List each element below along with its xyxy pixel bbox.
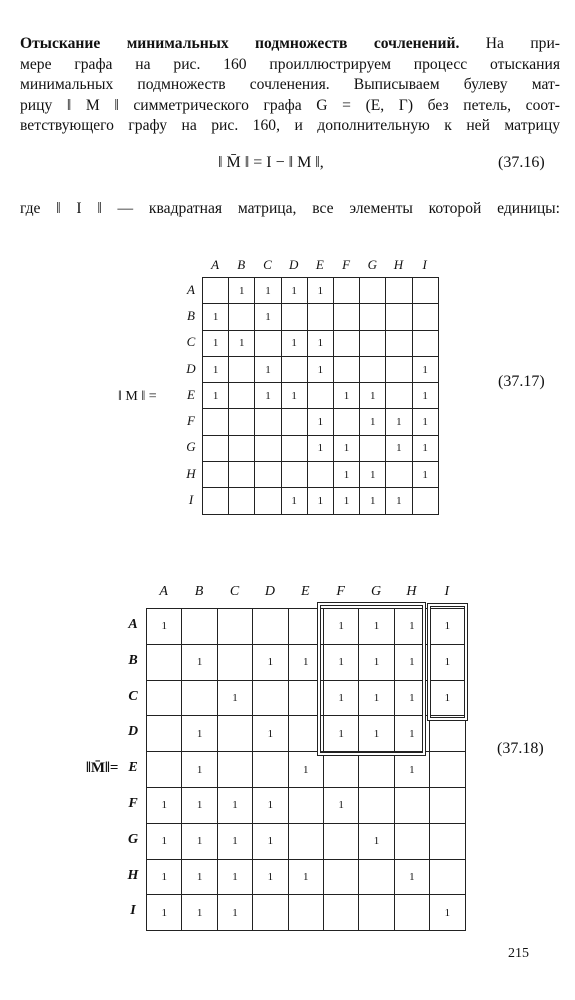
matrix-cell bbox=[288, 609, 323, 645]
matrix-cell: 1 bbox=[255, 278, 281, 304]
matrix-cell: 1 bbox=[147, 859, 182, 895]
intro-paragraph bbox=[20, 34, 560, 137]
matrix-cell: 1 bbox=[430, 644, 465, 680]
matrix-cell: 1 bbox=[394, 859, 429, 895]
matrix-cell bbox=[360, 356, 386, 382]
matrix-cell: 1 bbox=[412, 356, 438, 382]
matrix2-grid bbox=[146, 608, 466, 931]
matrix-cell bbox=[360, 330, 386, 356]
matrix-cell bbox=[288, 787, 323, 823]
matrix-cell bbox=[203, 409, 229, 435]
matrix-cell: 1 bbox=[147, 895, 182, 931]
matrix-cell: 1 bbox=[217, 859, 252, 895]
matrix-cell bbox=[430, 787, 465, 823]
matrix-cell: 1 bbox=[182, 716, 217, 752]
equation-number-37-16: (37.16) bbox=[498, 154, 545, 171]
matrix-cell bbox=[182, 609, 217, 645]
matrix-cell: 1 bbox=[430, 609, 465, 645]
matrix-cell: 1 bbox=[307, 356, 333, 382]
matrix-cell: 1 bbox=[394, 752, 429, 788]
matrix-cell: 1 bbox=[253, 859, 288, 895]
matrix-cell: 1 bbox=[323, 787, 358, 823]
matrix1-col-header: E bbox=[315, 257, 324, 272]
matrix2-row-header: F bbox=[128, 795, 138, 811]
matrix1-col-header: G bbox=[367, 257, 377, 272]
matrix-cell: 1 bbox=[394, 680, 429, 716]
table-row bbox=[147, 752, 466, 788]
matrix-cell bbox=[359, 895, 394, 931]
paragraph-line-3: минимальных подмножеств сочленения. Выписываем булеву мат- bbox=[20, 76, 560, 93]
matrix-cell: 1 bbox=[288, 644, 323, 680]
matrix-cell: 1 bbox=[281, 488, 307, 514]
matrix1-col-header: D bbox=[288, 257, 299, 272]
matrix-cell: 1 bbox=[147, 787, 182, 823]
matrix-cell: 1 bbox=[386, 435, 412, 461]
matrix-cell bbox=[386, 278, 412, 304]
matrix2-col-header: G bbox=[371, 584, 382, 599]
matrix-cell: 1 bbox=[307, 330, 333, 356]
matrix-cell bbox=[307, 304, 333, 330]
matrix-M-complement-label: ‖M̄‖= bbox=[86, 760, 119, 776]
matrix1-col-header: F bbox=[342, 257, 351, 272]
table-row bbox=[203, 383, 439, 409]
matrix1-row-header: G bbox=[186, 439, 196, 455]
matrix-cell bbox=[386, 304, 412, 330]
matrix-cell: 1 bbox=[255, 383, 281, 409]
matrix-cell: 1 bbox=[203, 383, 229, 409]
matrix2-col-header: B bbox=[194, 584, 204, 599]
matrix-cell: 1 bbox=[412, 435, 438, 461]
matrix-cell: 1 bbox=[360, 383, 386, 409]
matrix-cell bbox=[360, 435, 386, 461]
matrix-cell bbox=[323, 823, 358, 859]
matrix-cell bbox=[281, 435, 307, 461]
matrix-cell: 1 bbox=[182, 895, 217, 931]
equation-number-37-17: (37.17) bbox=[498, 373, 545, 390]
matrix-cell: 1 bbox=[307, 435, 333, 461]
matrix-cell: 1 bbox=[359, 644, 394, 680]
matrix-cell bbox=[229, 304, 255, 330]
matrix-cell: 1 bbox=[229, 278, 255, 304]
matrix-cell bbox=[253, 609, 288, 645]
matrix-cell: 1 bbox=[307, 488, 333, 514]
matrix-cell bbox=[333, 409, 359, 435]
matrix-cell: 1 bbox=[394, 644, 429, 680]
matrix2-col-header: I bbox=[444, 584, 450, 599]
matrix-cell: 1 bbox=[217, 680, 252, 716]
matrix-cell bbox=[253, 752, 288, 788]
matrix-cell bbox=[360, 304, 386, 330]
matrix2-row-header: H bbox=[127, 867, 139, 883]
matrix-cell: 1 bbox=[147, 609, 182, 645]
after-formula-text: где ‖ I ‖ — квадратная матрица, все элементы которой единицы: bbox=[20, 200, 560, 217]
paragraph-line-4: рицу ‖ M ‖ симметрического графа G = (E, Γ) без петель, соот- bbox=[20, 96, 560, 114]
table-row bbox=[203, 330, 439, 356]
matrix-cell: 1 bbox=[253, 716, 288, 752]
matrix-cell: 1 bbox=[323, 644, 358, 680]
matrix-cell bbox=[359, 787, 394, 823]
paragraph-line-2: мере графа на рис. 160 проиллюстрируем процесс отыскания bbox=[20, 55, 560, 73]
matrix-cell: 1 bbox=[288, 859, 323, 895]
matrix-cell: 1 bbox=[386, 488, 412, 514]
matrix-cell: 1 bbox=[255, 304, 281, 330]
matrix-cell: 1 bbox=[281, 330, 307, 356]
matrix-cell: 1 bbox=[333, 462, 359, 488]
table-row bbox=[203, 304, 439, 330]
matrix-cell bbox=[412, 278, 438, 304]
matrix-cell: 1 bbox=[359, 680, 394, 716]
matrix-cell bbox=[288, 716, 323, 752]
matrix-cell bbox=[394, 787, 429, 823]
matrix-cell: 1 bbox=[386, 409, 412, 435]
matrix1-row-header: C bbox=[186, 334, 196, 350]
matrix-cell bbox=[147, 716, 182, 752]
matrix-cell bbox=[203, 435, 229, 461]
formula-expression: ‖ M̄ ‖ = I − ‖ M ‖, bbox=[218, 154, 324, 171]
matrix2-row-header: C bbox=[128, 688, 138, 704]
matrix2-row-header: A bbox=[128, 616, 138, 632]
matrix-cell bbox=[255, 409, 281, 435]
matrix1-col-header: B bbox=[237, 257, 246, 272]
table-row bbox=[203, 356, 439, 382]
matrix-cell bbox=[323, 859, 358, 895]
matrix-cell: 1 bbox=[281, 278, 307, 304]
matrix-cell bbox=[253, 895, 288, 931]
matrix2-col-header: F bbox=[336, 584, 345, 599]
matrix1-row-header: I bbox=[188, 492, 194, 508]
matrix-cell bbox=[333, 278, 359, 304]
matrix-cell bbox=[203, 462, 229, 488]
table-row bbox=[147, 680, 466, 716]
matrix-cell bbox=[360, 278, 386, 304]
matrix-cell: 1 bbox=[203, 356, 229, 382]
matrix-cell: 1 bbox=[430, 680, 465, 716]
matrix-cell bbox=[333, 356, 359, 382]
matrix1-col-header: H bbox=[393, 257, 404, 272]
matrix1-row-header: B bbox=[187, 307, 195, 323]
matrix-cell: 1 bbox=[217, 823, 252, 859]
matrix1-grid bbox=[202, 277, 439, 515]
matrix-cell: 1 bbox=[323, 609, 358, 645]
matrix-cell: 1 bbox=[412, 383, 438, 409]
matrix1-col-header: I bbox=[422, 257, 427, 272]
matrix-cell bbox=[182, 680, 217, 716]
matrix-cell: 1 bbox=[217, 787, 252, 823]
matrix-cell bbox=[217, 716, 252, 752]
matrix-cell: 1 bbox=[182, 859, 217, 895]
table-row bbox=[203, 278, 439, 304]
matrix2-col-header: D bbox=[264, 584, 275, 599]
matrix-cell: 1 bbox=[253, 823, 288, 859]
matrix-cell: 1 bbox=[182, 823, 217, 859]
matrix-M-label: ‖ M ‖ = bbox=[118, 389, 157, 404]
table-row bbox=[147, 716, 466, 752]
paragraph-line-5: ветствующего графу на рис. 160, и дополнительную к ней матрицу bbox=[20, 117, 560, 134]
matrix-cell bbox=[217, 644, 252, 680]
matrix-cell: 1 bbox=[288, 752, 323, 788]
matrix-cell bbox=[412, 304, 438, 330]
matrix-cell bbox=[229, 462, 255, 488]
matrix-cell: 1 bbox=[359, 823, 394, 859]
matrix-cell bbox=[288, 895, 323, 931]
matrix-cell: 1 bbox=[323, 716, 358, 752]
matrix-cell: 1 bbox=[333, 488, 359, 514]
matrix-cell: 1 bbox=[430, 895, 465, 931]
matrix-cell: 1 bbox=[307, 278, 333, 304]
matrix-cell: 1 bbox=[360, 409, 386, 435]
matrix-cell bbox=[281, 356, 307, 382]
page-number: 215 bbox=[508, 946, 529, 961]
matrix-cell bbox=[333, 304, 359, 330]
matrix2-col-header: E bbox=[301, 584, 310, 599]
matrix2-col-header: A bbox=[159, 584, 168, 599]
matrix-cell bbox=[386, 356, 412, 382]
table-row bbox=[203, 488, 439, 514]
matrix-cell bbox=[281, 304, 307, 330]
matrix-cell bbox=[386, 330, 412, 356]
matrix-cell: 1 bbox=[394, 609, 429, 645]
matrix-cell bbox=[430, 716, 465, 752]
matrix-cell bbox=[255, 435, 281, 461]
matrix-cell bbox=[147, 752, 182, 788]
matrix-cell: 1 bbox=[394, 716, 429, 752]
matrix2-col-header: H bbox=[406, 584, 417, 599]
matrix-cell bbox=[147, 644, 182, 680]
matrix-cell bbox=[255, 488, 281, 514]
matrix-cell bbox=[229, 488, 255, 514]
matrix-cell bbox=[394, 895, 429, 931]
matrix-cell: 1 bbox=[360, 488, 386, 514]
matrix-cell bbox=[229, 383, 255, 409]
matrix2-row-header: I bbox=[130, 903, 136, 919]
matrix-cell bbox=[430, 752, 465, 788]
matrix-cell: 1 bbox=[412, 462, 438, 488]
table-row bbox=[203, 462, 439, 488]
matrix-cell: 1 bbox=[359, 609, 394, 645]
matrix-cell bbox=[255, 462, 281, 488]
matrix-cell: 1 bbox=[359, 716, 394, 752]
matrix-cell bbox=[229, 409, 255, 435]
section-heading: Отыскание минимальных подмножеств сочленений. bbox=[20, 35, 460, 52]
table-row bbox=[147, 644, 466, 680]
matrix-cell bbox=[359, 859, 394, 895]
matrix-cell bbox=[386, 383, 412, 409]
matrix-cell: 1 bbox=[255, 356, 281, 382]
matrix1-row-header: E bbox=[187, 386, 195, 402]
matrix-cell: 1 bbox=[323, 680, 358, 716]
matrix-cell bbox=[307, 383, 333, 409]
matrix-cell: 1 bbox=[281, 383, 307, 409]
matrix-cell bbox=[253, 680, 288, 716]
matrix-cell bbox=[203, 278, 229, 304]
matrix1-row-header: A bbox=[187, 281, 195, 297]
matrix-cell bbox=[229, 435, 255, 461]
matrix-cell: 1 bbox=[333, 383, 359, 409]
matrix-cell bbox=[394, 823, 429, 859]
matrix-cell bbox=[323, 895, 358, 931]
matrix2-row-header: E bbox=[128, 760, 138, 776]
matrix2-row-header: B bbox=[128, 652, 138, 668]
matrix-cell: 1 bbox=[182, 644, 217, 680]
matrix-cell bbox=[430, 859, 465, 895]
matrix-cell bbox=[281, 462, 307, 488]
matrix-cell: 1 bbox=[360, 462, 386, 488]
matrix-cell bbox=[307, 462, 333, 488]
matrix1-row-header: D bbox=[186, 360, 196, 376]
matrix-cell: 1 bbox=[217, 895, 252, 931]
matrix1-row-header: H bbox=[186, 465, 196, 481]
table-row bbox=[203, 409, 439, 435]
paragraph-line-1: Отыскание минимальных подмножеств сочленений. На при- bbox=[20, 35, 560, 52]
matrix2-row-header: G bbox=[127, 831, 139, 847]
matrix-cell: 1 bbox=[147, 823, 182, 859]
matrix1-col-header: A bbox=[211, 257, 220, 272]
matrix-cell bbox=[229, 356, 255, 382]
matrix-cell: 1 bbox=[307, 409, 333, 435]
matrix-cell bbox=[288, 823, 323, 859]
equation-number-37-18: (37.18) bbox=[497, 740, 544, 757]
matrix-cell bbox=[430, 823, 465, 859]
table-row bbox=[147, 895, 466, 931]
matrix-cell bbox=[412, 488, 438, 514]
matrix-cell bbox=[217, 609, 252, 645]
table-row bbox=[147, 787, 466, 823]
table-row bbox=[203, 435, 439, 461]
matrix-cell: 1 bbox=[182, 752, 217, 788]
matrix-cell bbox=[359, 752, 394, 788]
matrix-cell: 1 bbox=[253, 644, 288, 680]
matrix-cell bbox=[255, 330, 281, 356]
table-row bbox=[147, 609, 466, 645]
matrix-cell: 1 bbox=[182, 787, 217, 823]
matrix-cell bbox=[386, 462, 412, 488]
matrix-cell: 1 bbox=[203, 304, 229, 330]
matrix-cell bbox=[203, 488, 229, 514]
matrix-cell bbox=[288, 680, 323, 716]
table-row bbox=[147, 859, 466, 895]
matrix-cell: 1 bbox=[253, 787, 288, 823]
matrix-cell bbox=[281, 409, 307, 435]
matrix-cell: 1 bbox=[229, 330, 255, 356]
matrix2-row-header: D bbox=[127, 724, 139, 740]
table-row bbox=[147, 823, 466, 859]
matrix-cell bbox=[333, 330, 359, 356]
matrix-cell bbox=[147, 680, 182, 716]
matrix-cell bbox=[412, 330, 438, 356]
matrix-cell bbox=[323, 752, 358, 788]
matrix1-row-header: F bbox=[187, 413, 195, 429]
matrix-cell bbox=[217, 752, 252, 788]
matrix-cell: 1 bbox=[203, 330, 229, 356]
matrix-cell: 1 bbox=[333, 435, 359, 461]
matrix1-col-header: C bbox=[263, 257, 272, 272]
matrix-cell: 1 bbox=[412, 409, 438, 435]
matrix2-col-header: C bbox=[229, 584, 240, 599]
